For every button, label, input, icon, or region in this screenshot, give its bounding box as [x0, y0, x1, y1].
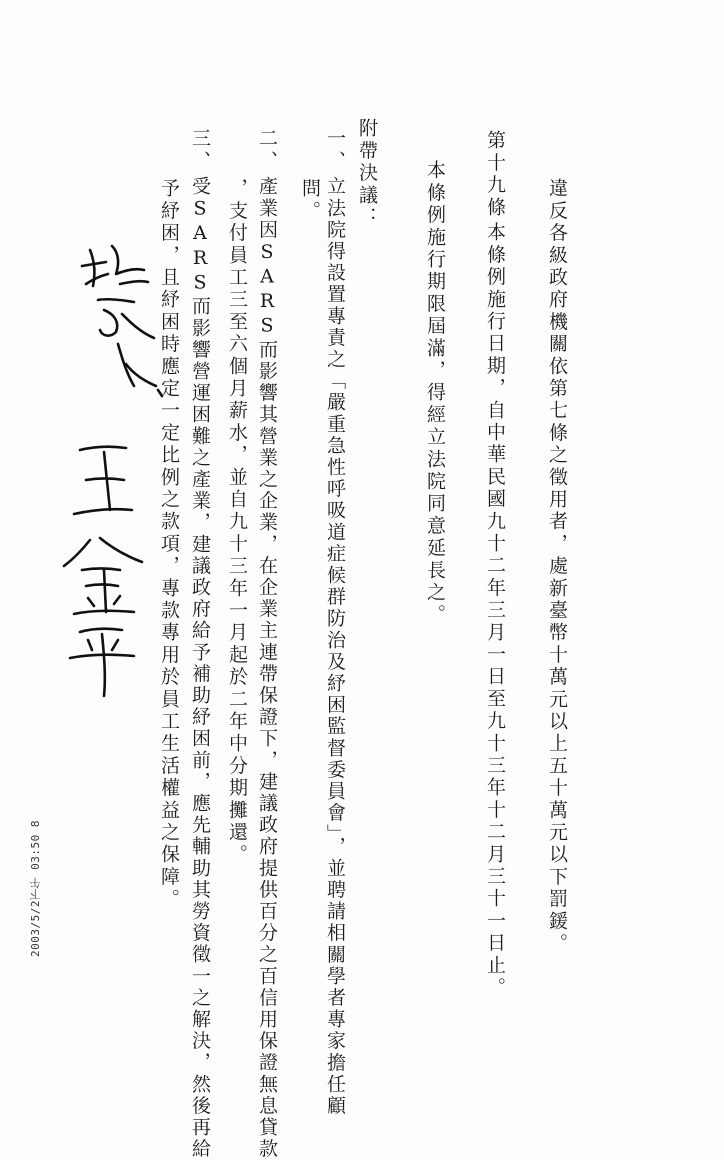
handwritten-signature: [60, 240, 170, 700]
article-19-body: 本條例施行日期，自中華民國九十二年三月一日至九十三年十二月三十一日止。: [484, 222, 506, 999]
item-1-line-1: 立法院得設置專責之「嚴重急性呼吸道症候群防治及紓困監督委員會」，並聘請相關學者專家擔任顧: [324, 176, 346, 1117]
article-18-tail: 違反各級政府機關依第七條之徵用者，處新臺幣十萬元以上五十萬元以下罰鍰。: [546, 178, 568, 955]
item-2-line-2: ，支付員工三至六個月薪水，並自九十三年一月起於二年中分期攤還。: [226, 178, 248, 867]
item-1-number: 一、: [324, 128, 346, 173]
article-19-extension: 本條例施行期限屆滿，得經立法院同意延長之。: [424, 160, 446, 627]
item-3-number: 三、: [189, 128, 211, 173]
item-2-line-1: 產業因SARS而影響其營業之企業，在企業主連帶保證下，建議政府提供百分之百信用保證無息貸款: [256, 176, 278, 1160]
item-2-number: 二、: [256, 128, 278, 173]
resolution-heading: 附帶決議：: [356, 118, 378, 229]
article-19-head: 第十九條: [484, 130, 506, 219]
item-3-line-1: 受SARS而影響營運困難之產業，建議政府給予補助紓困前，應先輔助其勞資徵一之解決，然後再給: [189, 176, 211, 1160]
item-3-line-2: 予紓困，且紓困時應定一定比例之款項，專款專用於員工生活權益之保障。: [158, 178, 180, 911]
fax-timestamp: 2003/5/2下午 03:50 8: [29, 820, 42, 957]
item-1-line-2: 問。: [299, 178, 321, 223]
